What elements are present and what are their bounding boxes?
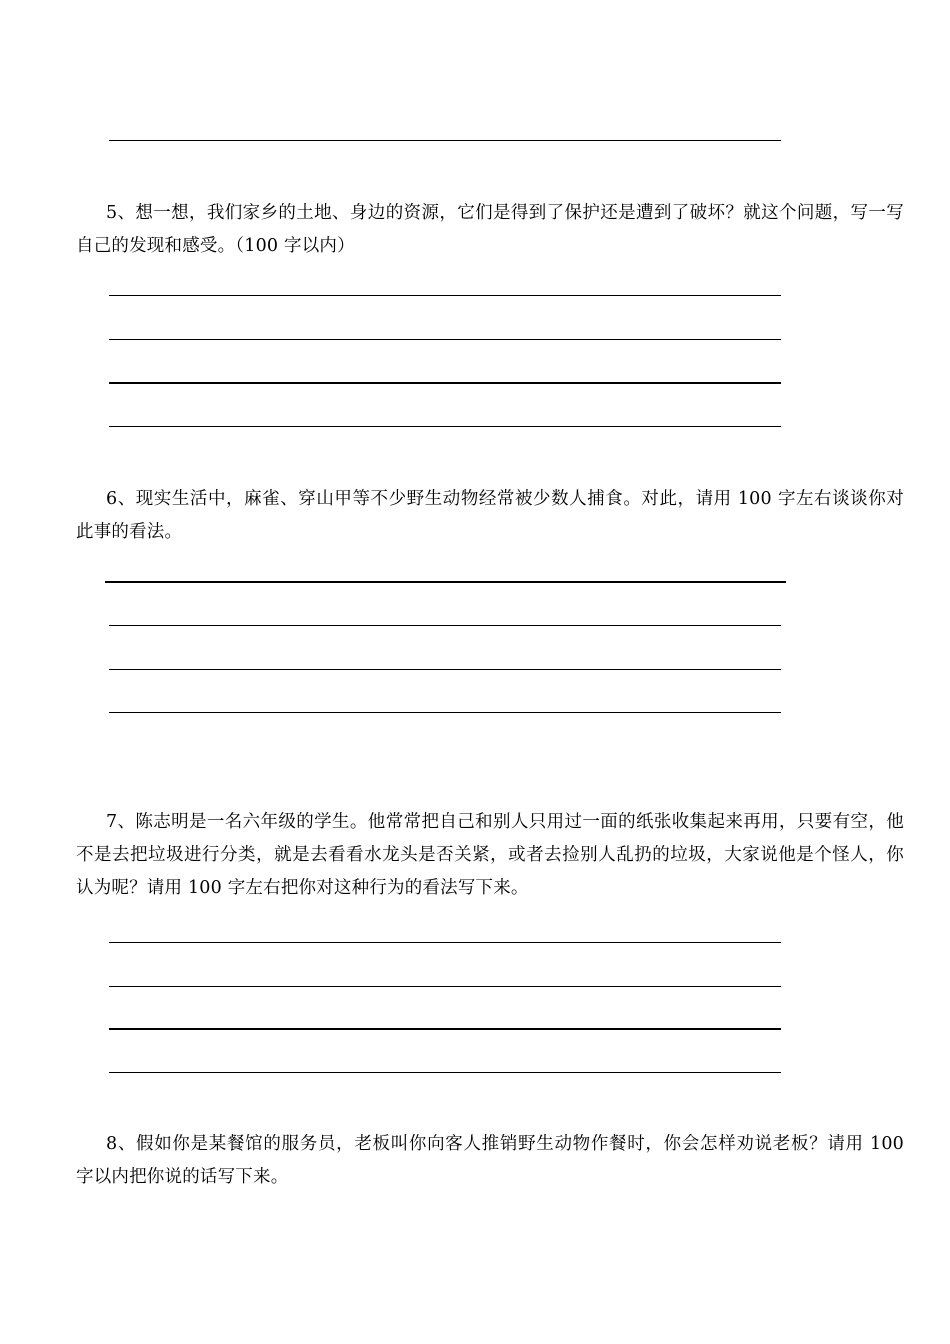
answer-line[interactable]	[109, 942, 781, 943]
answer-line[interactable]	[109, 625, 781, 626]
answer-line[interactable]	[105, 581, 786, 583]
answer-line[interactable]	[109, 986, 781, 987]
answer-line[interactable]	[109, 426, 781, 427]
answer-line[interactable]	[109, 669, 781, 670]
answer-line[interactable]	[109, 712, 781, 713]
question-8-text: 8、假如你是某餐馆的服务员，老板叫你向客人推销野生动物作餐时，你会怎样劝说老板？请用 100 字以内把你说的话写下来。	[76, 1134, 904, 1187]
answer-line[interactable]	[109, 339, 781, 340]
answer-line[interactable]	[109, 140, 781, 141]
answer-line[interactable]	[109, 1072, 781, 1073]
answer-line[interactable]	[109, 295, 781, 296]
question-6-text: 6、现实生活中，麻雀、穿山甲等不少野生动物经常被少数人捕食。对此，请用 100 字左右谈谈你对此事的看法。	[76, 489, 904, 542]
question-5-text: 5、想一想，我们家乡的土地、身边的资源，它们是得到了保护还是遭到了破坏？就这个问题，写一写自己的发现和感受。（100 字以内）	[76, 203, 904, 256]
answer-line[interactable]	[109, 382, 781, 384]
answer-line[interactable]	[109, 1028, 781, 1030]
question-7-text: 7、陈志明是一名六年级的学生。他常常把自己和别人只用过一面的纸张收集起来再用，只要有空，他不是去把垃圾进行分类，就是去看看水龙头是否关紧，或者去捡别人乱扔的垃圾，大家说他是个怪人，你认为呢？请用 100 字左右把你对这种行为的看法写下来。	[76, 812, 904, 898]
